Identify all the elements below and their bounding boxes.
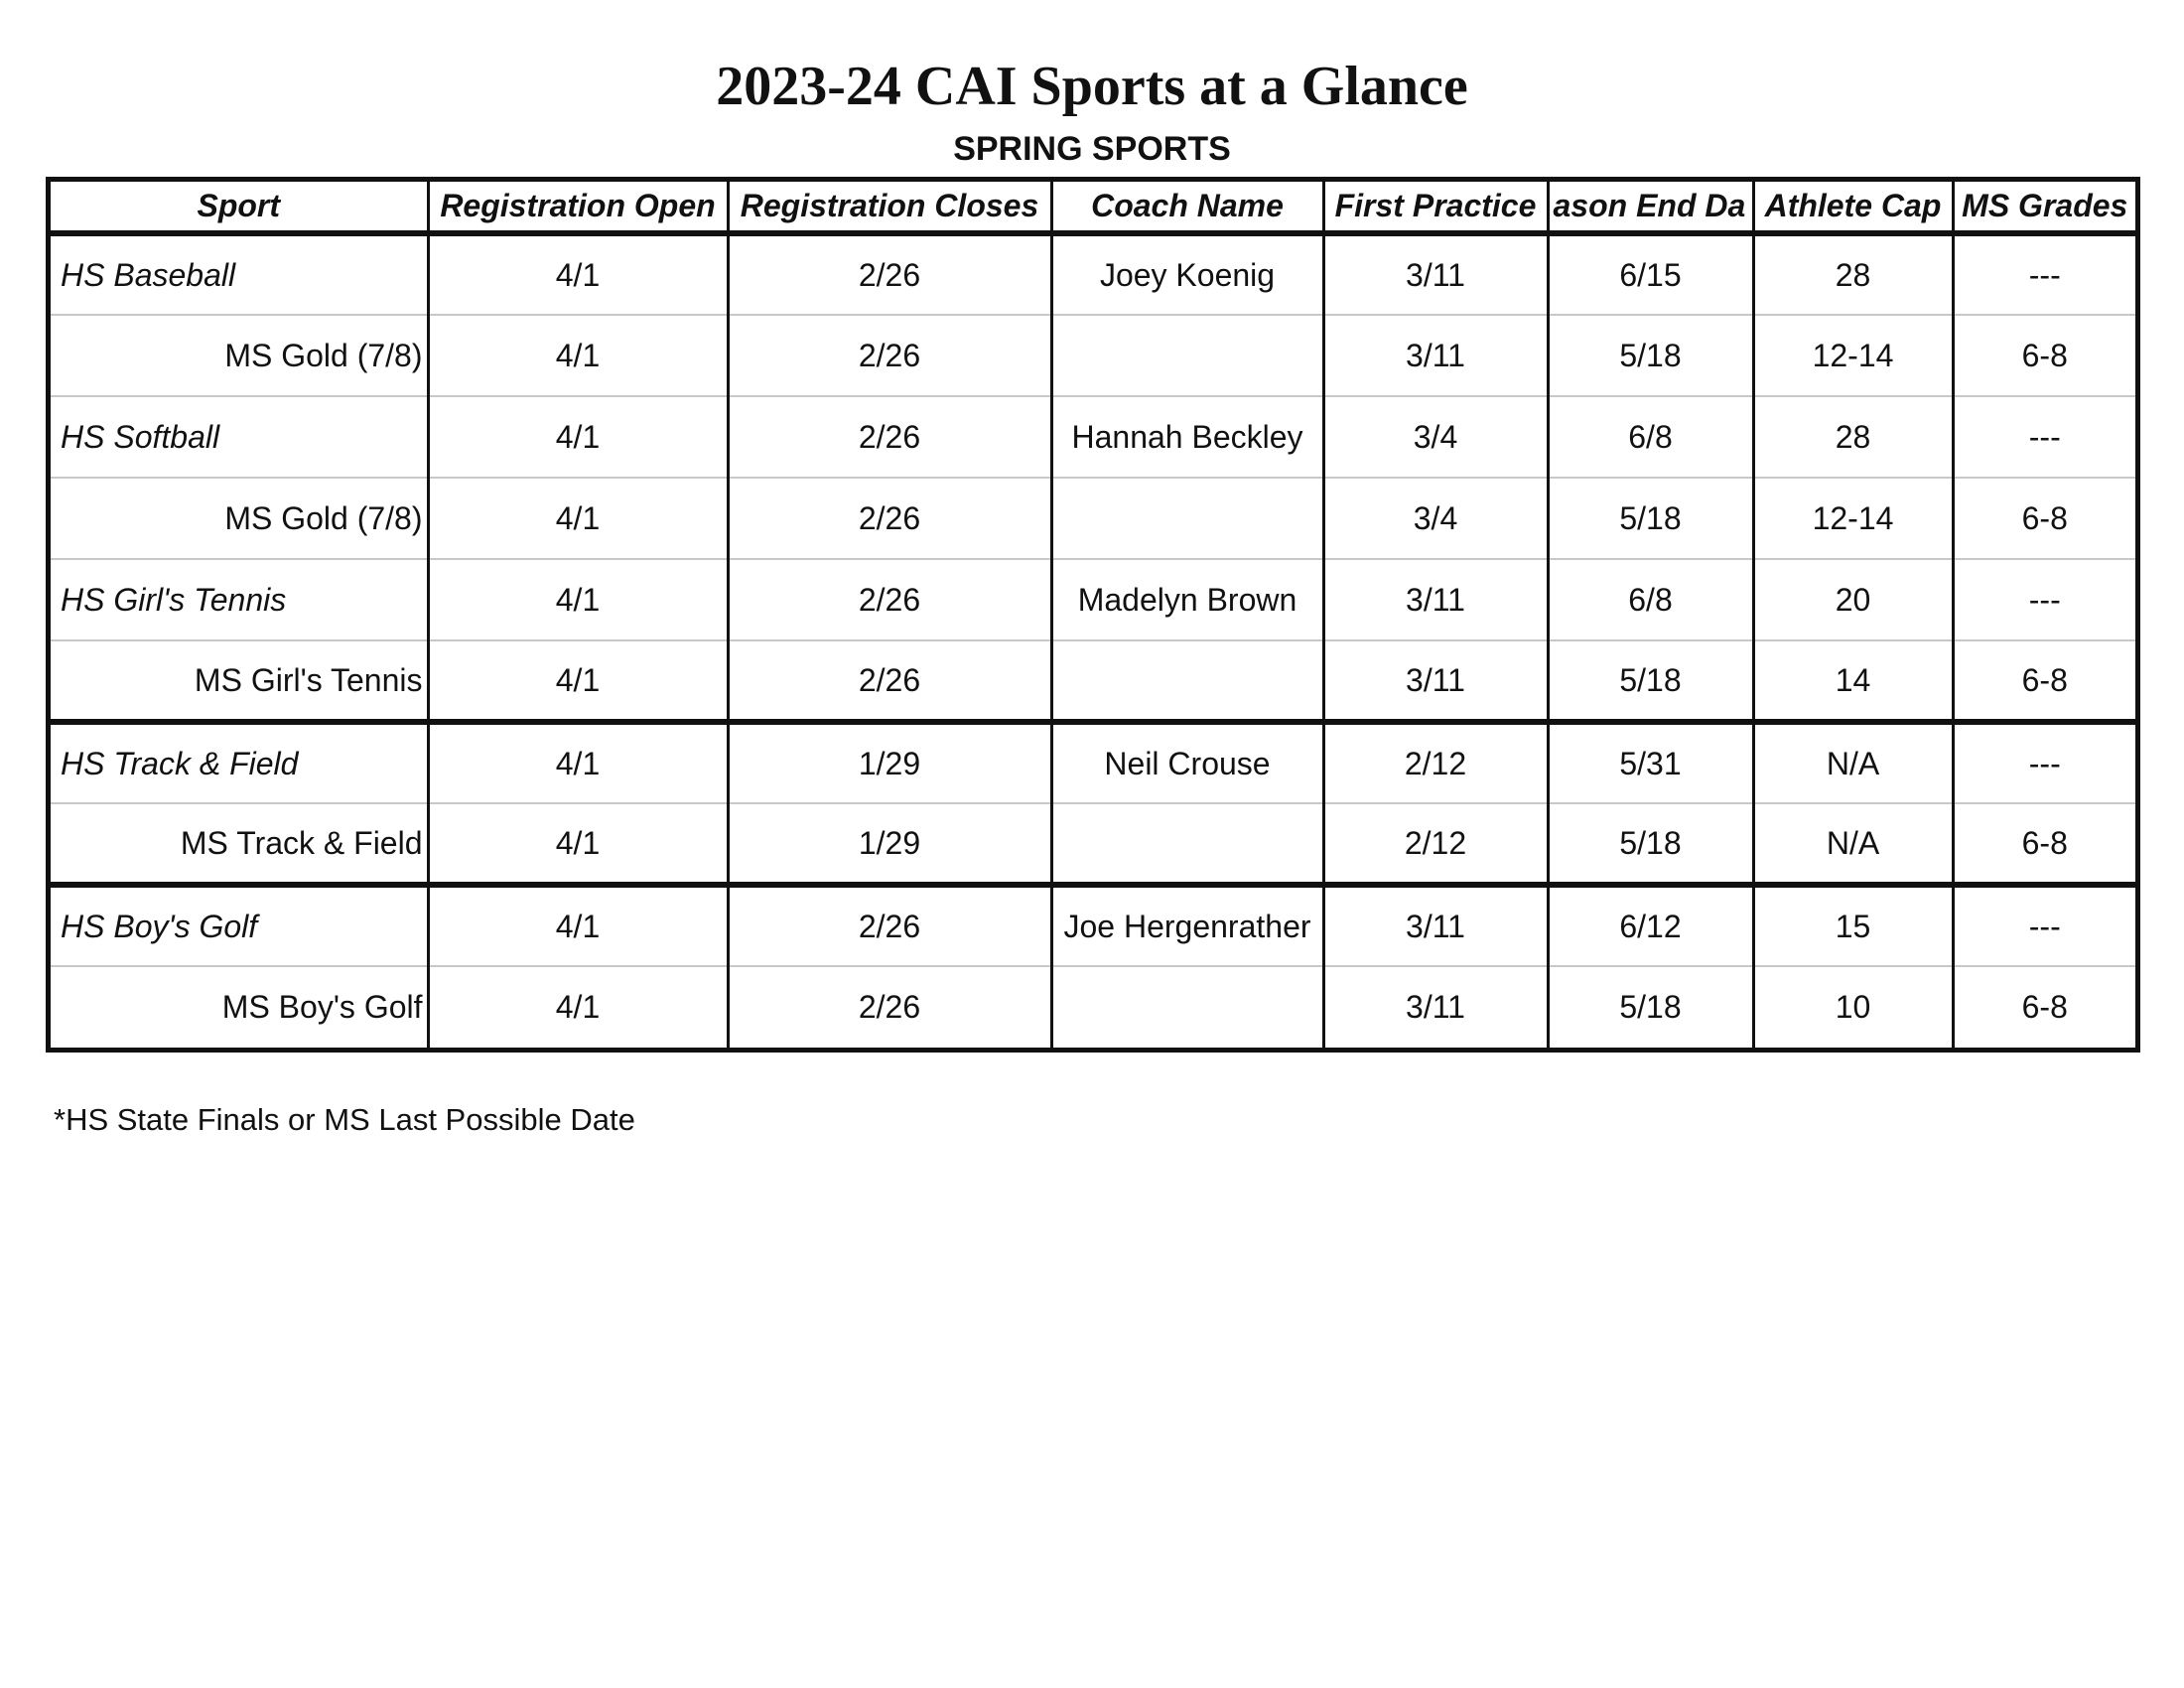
- cell-first-practice: 3/11: [1323, 640, 1548, 722]
- cell-sport: HS Track & Field: [51, 722, 428, 803]
- cell-registration-open: 4/1: [428, 722, 728, 803]
- cell-athlete-cap: 12-14: [1753, 478, 1953, 559]
- header-registration-closes: Registration Closes: [728, 182, 1051, 233]
- table-row: [51, 722, 2135, 803]
- cell-season-end-date: 5/31: [1548, 722, 1753, 803]
- cell-ms-grades: ---: [1953, 722, 2135, 803]
- cell-athlete-cap: 28: [1753, 233, 1953, 315]
- header-ms-grades: MS Grades: [1953, 182, 2135, 233]
- table-row: [51, 478, 2135, 559]
- header-sport: Sport: [51, 182, 428, 233]
- table-row: [51, 233, 2135, 315]
- cell-athlete-cap: N/A: [1753, 803, 1953, 885]
- cell-first-practice: 3/11: [1323, 966, 1548, 1048]
- header-athlete-cap: Athlete Cap: [1753, 182, 1953, 233]
- cell-athlete-cap: 28: [1753, 396, 1953, 478]
- cell-ms-grades: ---: [1953, 559, 2135, 640]
- cell-first-practice: 2/12: [1323, 722, 1548, 803]
- cell-registration-open: 4/1: [428, 396, 728, 478]
- cell-coach-name: Neil Crouse: [1051, 722, 1323, 803]
- cell-registration-open: 4/1: [428, 966, 728, 1048]
- cell-sport: HS Baseball: [51, 233, 428, 315]
- cell-coach-name: [1051, 478, 1323, 559]
- cell-coach-name: [1051, 315, 1323, 396]
- cell-coach-name: [1051, 966, 1323, 1048]
- cell-registration-closes: 2/26: [728, 478, 1051, 559]
- cell-season-end-date: 5/18: [1548, 803, 1753, 885]
- table-row: [51, 315, 2135, 396]
- cell-season-end-date: 6/12: [1548, 885, 1753, 966]
- cell-season-end-date: 6/8: [1548, 559, 1753, 640]
- cell-coach-name: Joe Hergenrather: [1051, 885, 1323, 966]
- sports-table: [51, 182, 2135, 1048]
- cell-sport: MS Gold (7/8): [51, 315, 428, 396]
- footnote: *HS State Finals or MS Last Possible Date: [54, 1102, 635, 1137]
- cell-athlete-cap: 10: [1753, 966, 1953, 1048]
- cell-ms-grades: 6-8: [1953, 640, 2135, 722]
- cell-registration-closes: 2/26: [728, 966, 1051, 1048]
- cell-ms-grades: ---: [1953, 885, 2135, 966]
- cell-sport: MS Boy's Golf: [51, 966, 428, 1048]
- cell-coach-name: Madelyn Brown: [1051, 559, 1323, 640]
- cell-sport: MS Girl's Tennis: [51, 640, 428, 722]
- cell-sport: HS Boy's Golf: [51, 885, 428, 966]
- table-row: [51, 559, 2135, 640]
- cell-registration-open: 4/1: [428, 640, 728, 722]
- header-coach-name: Coach Name: [1051, 182, 1323, 233]
- cell-ms-grades: 6-8: [1953, 803, 2135, 885]
- cell-registration-open: 4/1: [428, 803, 728, 885]
- cell-season-end-date: 5/18: [1548, 966, 1753, 1048]
- cell-ms-grades: 6-8: [2021, 989, 2068, 1025]
- page-subtitle: SPRING SPORTS: [953, 130, 1231, 168]
- cell-first-practice: 2/12: [1323, 803, 1548, 885]
- cell-season-end-date: 6/8: [1548, 396, 1753, 478]
- cell-registration-open: 4/1: [428, 885, 728, 966]
- table-row: [51, 966, 2135, 1048]
- cell-season-end-date: 5/18: [1548, 478, 1753, 559]
- page-title: 2023-24 CAI Sports at a Glance: [716, 56, 1468, 117]
- header-season-end-date: ason End Da: [1548, 182, 1753, 233]
- cell-coach-name: Hannah Beckley: [1051, 396, 1323, 478]
- cell-athlete-cap: N/A: [1753, 722, 1953, 803]
- table-row: [51, 803, 2135, 885]
- cell-season-end-date: 5/18: [1548, 315, 1753, 396]
- cell-athlete-cap: 14: [1753, 640, 1953, 722]
- table-row: [51, 640, 2135, 722]
- cell-registration-closes: 1/29: [728, 803, 1051, 885]
- cell-first-practice: 3/11: [1323, 885, 1548, 966]
- header-first-practice: First Practice: [1323, 182, 1548, 233]
- cell-season-end-date: 5/18: [1548, 640, 1753, 722]
- cell-registration-closes: 2/26: [728, 640, 1051, 722]
- header-registration-open: Registration Open: [428, 182, 728, 233]
- cell-registration-closes: 1/29: [728, 722, 1051, 803]
- cell-ms-grades: ---: [1953, 396, 2135, 478]
- cell-ms-grades: 6-8: [1953, 315, 2135, 396]
- cell-first-practice: 3/11: [1323, 559, 1548, 640]
- cell-season-end-date: 6/15: [1548, 233, 1753, 315]
- cell-athlete-cap: 20: [1753, 559, 1953, 640]
- cell-registration-open: 4/1: [428, 478, 728, 559]
- cell-coach-name: [1051, 803, 1323, 885]
- cell-coach-name: Joey Koenig: [1051, 233, 1323, 315]
- cell-athlete-cap: 15: [1753, 885, 1953, 966]
- cell-sport: HS Softball: [51, 396, 428, 478]
- cell-sport: MS Track & Field: [51, 803, 428, 885]
- cell-registration-open: 4/1: [428, 233, 728, 315]
- cell-sport: HS Girl's Tennis: [51, 559, 428, 640]
- cell-first-practice: 3/4: [1323, 478, 1548, 559]
- cell-coach-name: [1051, 640, 1323, 722]
- table-row: [51, 885, 2135, 966]
- table-row: [51, 396, 2135, 478]
- cell-registration-open: 4/1: [428, 559, 728, 640]
- cell-first-practice: 3/4: [1323, 396, 1548, 478]
- cell-registration-closes: 2/26: [728, 885, 1051, 966]
- cell-athlete-cap: 12-14: [1753, 315, 1953, 396]
- cell-registration-closes: 2/26: [728, 233, 1051, 315]
- cell-first-practice: 3/11: [1323, 233, 1548, 315]
- cell-ms-grades: 6-8: [1953, 478, 2135, 559]
- sports-table-frame: [46, 177, 2140, 1053]
- cell-registration-open: 4/1: [428, 315, 728, 396]
- cell-registration-closes: 2/26: [728, 559, 1051, 640]
- table-header-row: [51, 182, 2135, 233]
- cell-first-practice: 3/11: [1323, 315, 1548, 396]
- cell-sport: MS Gold (7/8): [51, 478, 428, 559]
- cell-registration-closes: 2/26: [728, 315, 1051, 396]
- cell-ms-grades: ---: [1953, 233, 2135, 315]
- cell-registration-closes: 2/26: [728, 396, 1051, 478]
